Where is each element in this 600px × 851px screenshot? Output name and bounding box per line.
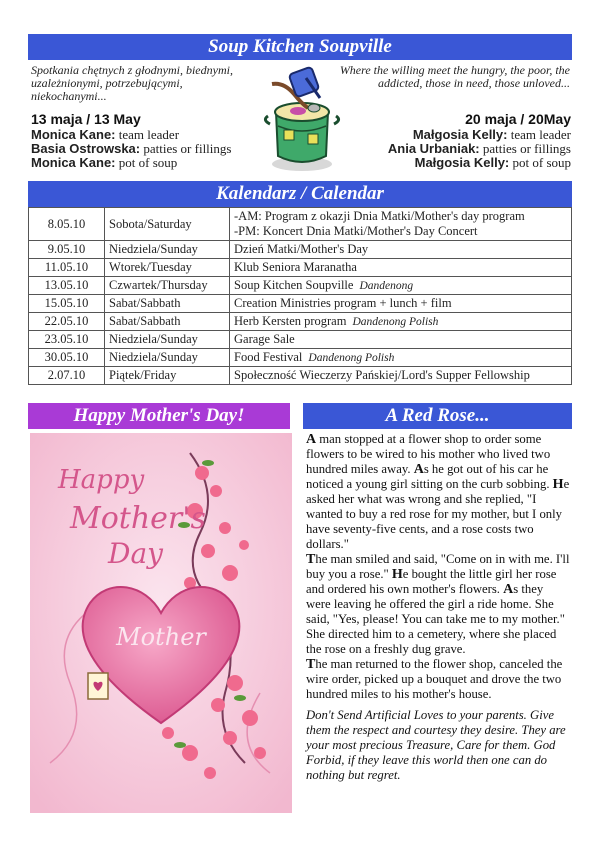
table-row (29, 277, 572, 295)
role-text: team leader (510, 127, 571, 142)
role-text: patties or fillings (143, 141, 232, 156)
cell-date: 2.07.10 (29, 367, 105, 385)
cell-day: Niedziela/Sunday (105, 349, 230, 367)
cell-event: Dzień Matki/Mother's Day (230, 241, 572, 259)
sentence-text: e bought the little girl her rose and ordered his own mother's flowers. (306, 567, 557, 596)
date-heading-left: 13 maja / 13 May (31, 111, 141, 127)
calendar-table (28, 207, 572, 385)
red-rose-story (306, 432, 570, 783)
role-row (31, 142, 231, 156)
cell-event: Klub Seniora Maranatha (230, 259, 572, 277)
story-paragraph (306, 552, 570, 657)
cell-date: 9.05.10 (29, 241, 105, 259)
cell-date: 8.05.10 (29, 208, 105, 241)
cell-day: Wtorek/Tuesday (105, 259, 230, 277)
event-line-pm: -PM: Koncert Dnia Matki/Mother's Day Concert (234, 224, 478, 238)
cell-date: 15.05.10 (29, 295, 105, 313)
soup-pot-illustration (262, 64, 342, 174)
cell-event (230, 277, 572, 295)
sentence-text: man stopped at a flower shop to order some flowers to be wired to his mother who lived two hundred miles away. (306, 432, 551, 476)
table-row (29, 208, 572, 241)
calendar-banner: Kalendarz / Calendar (28, 181, 572, 207)
cell-date: 22.05.10 (29, 313, 105, 331)
event-line-am: -AM: Program z okazji Dnia Matki/Mother's day program (234, 209, 525, 223)
table-row (29, 313, 572, 331)
role-row (388, 142, 571, 156)
intro-english: Where the willing meet the hungry, the poor, the addicted, those in need, those unloved... (339, 63, 570, 90)
cell-event (230, 349, 572, 367)
roles-list-left (31, 128, 231, 170)
roles-list-right (388, 128, 571, 170)
heart-text: Mother (116, 623, 206, 651)
location-note: Dandenong Polish (308, 351, 395, 364)
soup-kitchen-banner: Soup Kitchen Soupville (28, 34, 572, 60)
event-text: Food Festival (234, 349, 303, 364)
role-row (388, 128, 571, 142)
drop-letter: T (306, 552, 316, 567)
cell-event (230, 313, 572, 331)
card-text-mothers: Mother's (70, 501, 206, 536)
cell-event: Creation Ministries program + lunch + film (230, 295, 572, 313)
cell-date: 23.05.10 (29, 331, 105, 349)
cell-event (230, 208, 572, 241)
location-note: Dandenong Polish (352, 315, 439, 328)
mothers-day-banner: Happy Mother's Day! (28, 403, 290, 429)
table-row (29, 349, 572, 367)
cell-date: 30.05.10 (29, 349, 105, 367)
table-row (29, 241, 572, 259)
cell-day: Niedziela/Sunday (105, 331, 230, 349)
cell-day: Sabat/Sabbath (105, 295, 230, 313)
cell-day: Czwartek/Thursday (105, 277, 230, 295)
cell-day: Niedziela/Sunday (105, 241, 230, 259)
cell-date: 13.05.10 (29, 277, 105, 295)
sentence-text: e asked her what was wrong and she replied, "I wanted to buy a red rose for my mother, but I only have seventy-five cents, and a rose costs two dollars." (306, 477, 570, 551)
drop-letter: A (306, 432, 317, 447)
role-text: pot of soup (118, 155, 178, 170)
drop-letter: A (413, 462, 424, 477)
event-text: Soup Kitchen Soupville (234, 277, 354, 292)
role-row (388, 156, 571, 170)
table-row (29, 331, 572, 349)
red-rose-banner: A Red Rose... (303, 403, 572, 429)
story-paragraph (306, 657, 570, 702)
role-text: patties or fillings (482, 141, 571, 156)
card-text-day: Day (108, 537, 163, 570)
drop-letter: A (503, 582, 514, 597)
person-name: Basia Ostrowska: (31, 141, 141, 156)
drop-letter: H (552, 477, 564, 492)
intro-polish: Spotkania chętnych z głodnymi, biednymi, uzależnionymi, potrzebującymi, niekochanymi... (31, 63, 233, 103)
card-text-happy: Happy (58, 465, 145, 495)
sentence-text: he man smiled and said, "Come on in with me. I'll buy you a rose." (306, 552, 570, 581)
role-text: team leader (118, 127, 180, 142)
cell-event: Społeczność Wieczerzy Pańskiej/Lord's Supper Fellowship (230, 367, 572, 385)
mothers-day-card-image (30, 433, 292, 813)
location-note: Dandenong (359, 279, 414, 292)
cell-event: Garage Sale (230, 331, 572, 349)
drop-letter: T (306, 657, 316, 672)
role-row (31, 156, 231, 170)
sentence-text: he man returned to the flower shop, canceled the wire order, picked up a bouquet and drove the two hundred miles to his mother's house. (306, 657, 563, 701)
person-name: Monica Kane: (31, 155, 116, 170)
drop-letter: H (391, 567, 403, 582)
person-name: Małgosia Kelly: (412, 127, 508, 142)
story-moral: Don't Send Artificial Loves to your parents. Give them the respect and courtesy they desire. They are your most precious Treasure, Care for them. God Forbid, if they leave this world then one can do nothing but regret. (306, 708, 566, 782)
table-row (29, 367, 572, 385)
person-name: Monica Kane: (31, 127, 116, 142)
cell-day: Piątek/Friday (105, 367, 230, 385)
sentence-text: s they were leaving he offered the girl a ride home. She said, "Yes, please! You can take me to my mother." She directed him to a cemetery, where she placed the rose on a freshly dug grave. (306, 582, 565, 656)
sentence-text: s he got out of his car he noticed a young girl sitting on the curb sobbing. (306, 462, 553, 491)
table-row (29, 259, 572, 277)
table-row (29, 295, 572, 313)
event-text: Herb Kersten program (234, 313, 347, 328)
person-name: Ania Urbaniak: (387, 141, 480, 156)
role-row (31, 128, 231, 142)
cell-date: 11.05.10 (29, 259, 105, 277)
date-heading-right: 20 maja / 20May (465, 111, 571, 127)
role-text: pot of soup (512, 155, 571, 170)
story-paragraph (306, 432, 570, 552)
cell-day: Sabat/Sabbath (105, 313, 230, 331)
person-name: Małgosia Kelly: (414, 155, 510, 170)
cell-day: Sobota/Saturday (105, 208, 230, 241)
